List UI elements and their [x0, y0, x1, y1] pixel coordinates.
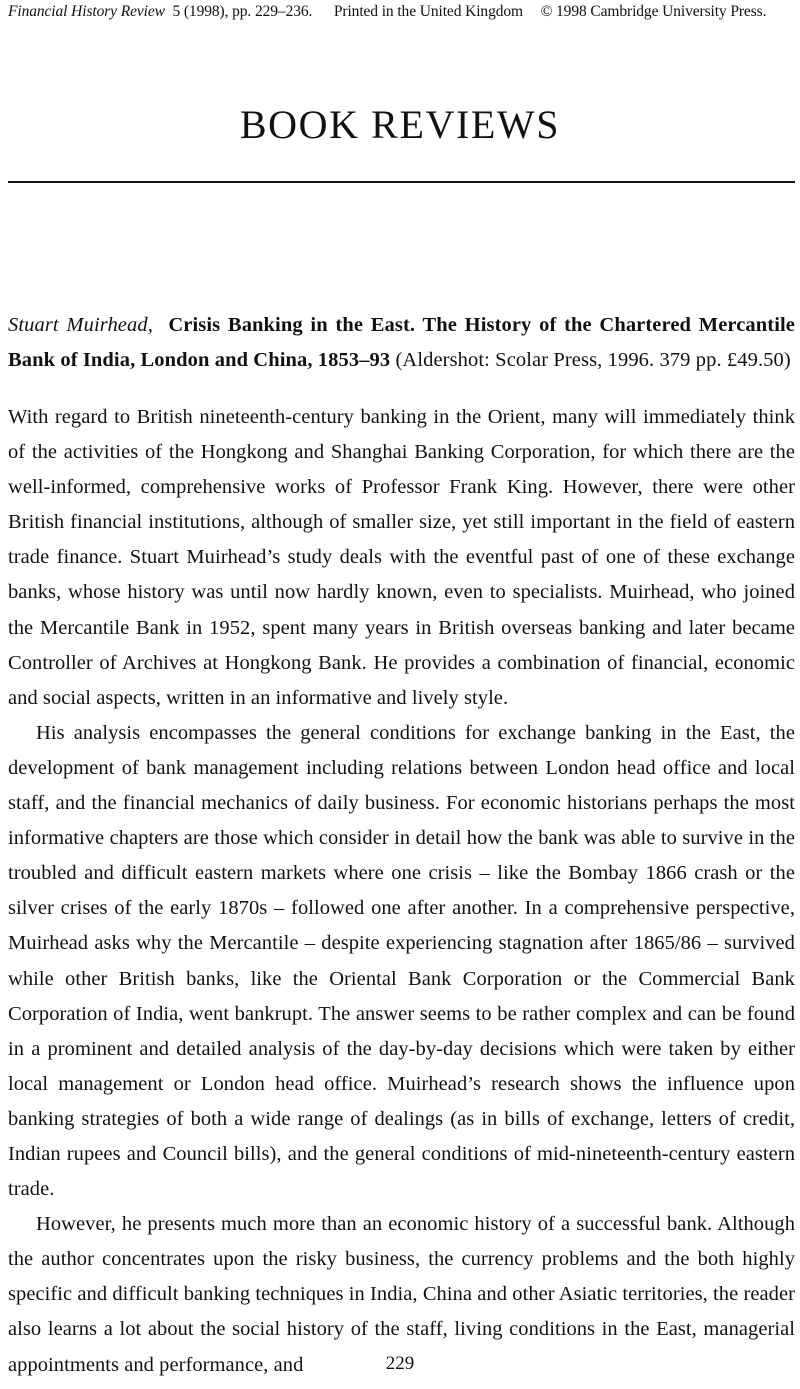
running-head-journal-title: Financial History Review: [8, 3, 165, 20]
citation-book-title: Crisis Banking in the East. The History of the Chartered Mercantile Bank of India, London and China, 1853–93: [8, 314, 795, 371]
page-title: BOOK REVIEWS: [239, 101, 561, 147]
running-head-copyright: © 1998 Cambridge University Press.: [540, 3, 767, 20]
review-body-column: [8, 308, 795, 1383]
running-head-issue-pages: 5 (1998), pp. 229–236.: [172, 3, 313, 20]
citation-author: Stuart Muirhead,: [8, 314, 153, 336]
citation-imprint: (Aldershot: Scolar Press, 1996. 379 pp. £49.50): [390, 349, 791, 371]
review-paragraph-2: His analysis encompasses the general conditions for exchange banking in the East, the development of bank management including relations between London head office and local staff, and the financial mechanics of daily business. For economic historians perhaps the most informative chapters are those which consider in detail how the bank was able to survive in the troubled and difficult eastern markets where one crisis – like the Bombay 1866 crash or the silver crises of the early 1870s – followed one after another. In a comprehensive perspective, Muirhead asks why the Mercantile – despite experiencing stagnation after 1865/86 – survived while other British banks, like the Oriental Bank Corporation or the Commercial Bank Corporation of India, went bankrupt. The answer seems to be rather complex and can be found in a prominent and detailed analysis of the day-by-day decisions which were taken by either local management or London head office. Muirhead’s research shows the influence upon banking strategies of both a wide range of dealings (as in bills of exchange, letters of credit, Indian rupees and Council bills), and the general conditions of mid-nineteenth-century eastern trade.: [8, 721, 795, 1201]
review-paragraph-1: With regard to British nineteenth-century banking in the Orient, many will immediately think of the activities of the Hongkong and Shanghai Banking Corporation, for which there are the well-informed, comprehensive works of Professor Frank King. However, there were other British financial institutions, although of smaller size, yet still important in the field of eastern trade finance. Stuart Muirhead’s study deals with the eventful past of one of these exchange banks, whose history was until now hardly known, even to specialists. Muirhead, who joined the Mercantile Bank in 1952, spent many years in British overseas banking and later became Controller of Archives at Hongkong Bank. He provides a combination of financial, economic and social aspects, written in an informative and lively style.: [8, 406, 795, 709]
horizontal-rule-divider: [8, 181, 795, 183]
page-number-folio: 229: [385, 1353, 415, 1374]
running-head-printed-in: Printed in the United Kingdom: [333, 3, 523, 20]
book-citation: [8, 308, 795, 378]
review-paragraph-3: However, he presents much more than an economic history of a successful bank. Although the author concentrates upon the risky business, the currency problems and the both highly specific and difficult banking techniques in India, China and other Asiatic territories, the reader also learns a lot about the social history of the staff, living conditions in the East, managerial appointments and performance, and: [8, 1213, 795, 1376]
running-head: [8, 2, 792, 22]
